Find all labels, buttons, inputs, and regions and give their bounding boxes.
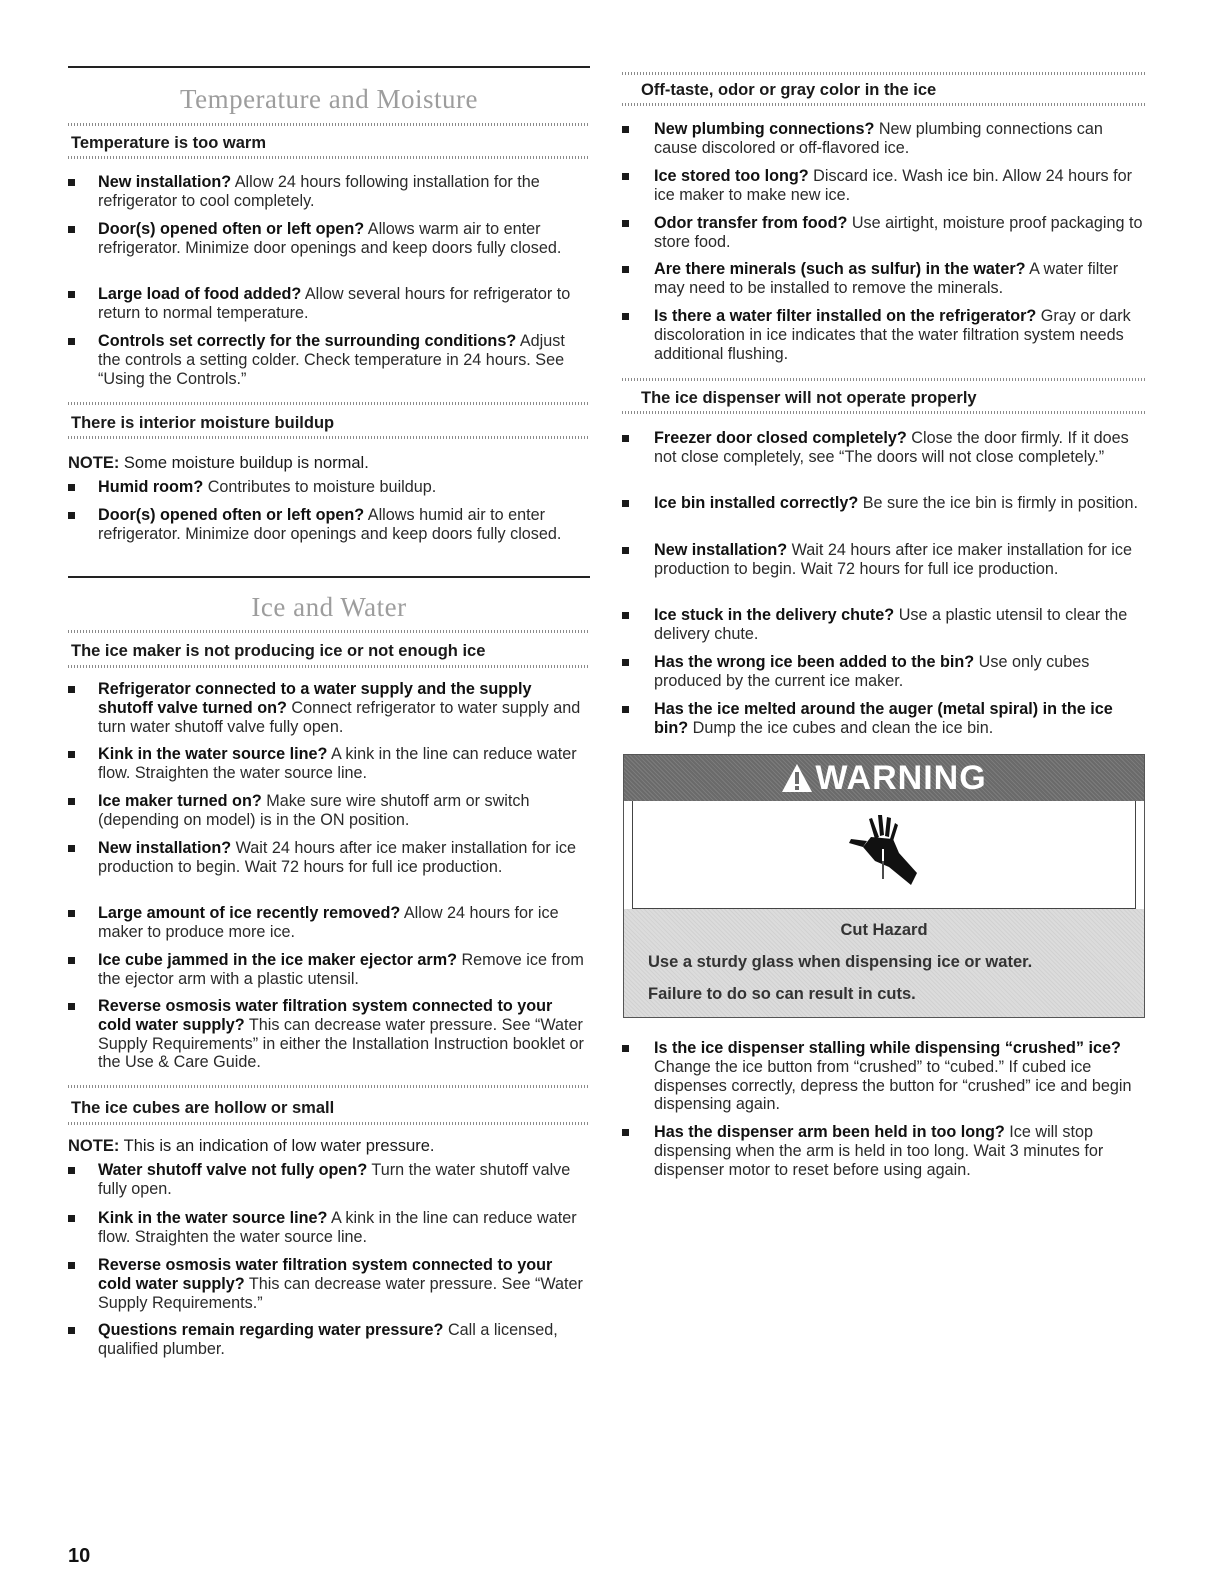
- bullet-icon: [622, 659, 629, 666]
- warning-line: Failure to do so can result in cuts.: [648, 985, 916, 1003]
- bullet-icon: [68, 957, 75, 964]
- bullet-icon: [68, 1003, 75, 1010]
- bullet-icon: [622, 706, 629, 713]
- list-item: Questions remain regarding water pressure? Call a licensed, qualified plumber.: [68, 1321, 590, 1359]
- bullet-icon: [622, 126, 629, 133]
- page-number: 10: [68, 1545, 91, 1567]
- section-rule: [68, 576, 590, 578]
- bullet-icon: [622, 313, 629, 320]
- bullet-icon: [68, 1167, 75, 1174]
- bullet-icon: [68, 1327, 75, 1334]
- warning-banner: [624, 755, 1144, 801]
- subhead-hollow-cubes: The ice cubes are hollow or small: [71, 1099, 335, 1117]
- bullet-icon: [68, 910, 75, 917]
- warning-box: [623, 754, 1145, 1018]
- subhead-too-warm: Temperature is too warm: [71, 134, 266, 152]
- subhead-rule: [68, 665, 590, 668]
- subhead-rule: [68, 1085, 590, 1088]
- subhead-rule: [68, 123, 590, 126]
- list-item: Has the dispenser arm been held in too long? Ice will stop dispensing when the arm is held in too long. Wait 3 minutes for dispenser motor to reset before using again.: [622, 1123, 1146, 1179]
- section-title-temperature: Temperature and Moisture: [179, 84, 478, 114]
- list-item: Kink in the water source line? A kink in the line can reduce water flow. Straighten the water source line.: [68, 745, 590, 783]
- subhead-rule: [68, 156, 590, 159]
- subhead-dispenser: The ice dispenser will not operate properly: [641, 389, 977, 407]
- list-item: Kink in the water source line? A kink in the line can reduce water flow. Straighten the water source line.: [68, 1209, 590, 1247]
- warning-message-area: [624, 909, 1144, 1017]
- subhead-off-taste: Off-taste, odor or gray color in the ice: [641, 81, 937, 99]
- bullet-icon: [622, 1129, 629, 1136]
- list-item: Door(s) opened often or left open? Allows warm air to enter refrigerator. Minimize door openings and keep doors fully closed.: [68, 220, 590, 258]
- bullet-icon: [68, 845, 75, 852]
- list-item: Reverse osmosis water filtration system connected to your cold water supply? This can decrease water pressure. See “Water Supply Requirements” in either the Installation Instruction booklet or the Use & Care Guide.: [68, 997, 590, 1072]
- bullet-icon: [68, 1215, 75, 1222]
- bullet-icon: [68, 512, 75, 519]
- bullet-icon: [68, 338, 75, 345]
- bullet-icon: [68, 1262, 75, 1269]
- bullet-icon: [622, 266, 629, 273]
- list-item: Ice bin installed correctly? Be sure the ice bin is firmly in position.: [622, 494, 1146, 513]
- bullet-icon: [622, 435, 629, 442]
- list-item: Has the ice melted around the auger (metal spiral) in the ice bin? Dump the ice cubes and clean the ice bin.: [622, 700, 1146, 738]
- subhead-rule: [622, 411, 1146, 414]
- bullet-icon: [622, 173, 629, 180]
- bullet-icon: [68, 484, 75, 491]
- subhead-rule: [622, 378, 1146, 381]
- subhead-rule: [68, 402, 590, 405]
- list-item: New installation? Allow 24 hours following installation for the refrigerator to cool completely.: [68, 173, 590, 211]
- bullet-icon: [622, 547, 629, 554]
- list-item: Refrigerator connected to a water supply and the supply shutoff valve turned on? Connect refrigerator to water supply and turn water shutoff valve fully open.: [68, 680, 590, 736]
- warning-triangle-icon: [781, 763, 813, 793]
- list-item: Ice stuck in the delivery chute? Use a plastic utensil to clear the delivery chute.: [622, 606, 1146, 644]
- bullet-icon: [622, 500, 629, 507]
- bullet-icon: [68, 291, 75, 298]
- subhead-rule: [68, 436, 590, 439]
- list-item: Is there a water filter installed on the refrigerator? Gray or dark discoloration in ice indicates that the water filtration system needs additional flushing.: [622, 307, 1146, 363]
- list-item: Controls set correctly for the surrounding conditions? Adjust the controls a setting colder. Check temperature in 24 hours. See “Using the Controls.”: [68, 332, 590, 388]
- bullet-icon: [68, 226, 75, 233]
- subhead-rule: [622, 103, 1146, 106]
- warning-line: Use a sturdy glass when dispensing ice or water.: [648, 953, 1033, 971]
- list-item: Large amount of ice recently removed? Allow 24 hours for ice maker to produce more ice.: [68, 904, 590, 942]
- list-item: Ice maker turned on? Make sure wire shutoff arm or switch (depending on model) is in the ON position.: [68, 792, 590, 830]
- bullet-icon: [68, 798, 75, 805]
- bullet-icon: [68, 686, 75, 693]
- bullet-icon: [68, 179, 75, 186]
- list-item: Ice stored too long? Discard ice. Wash ice bin. Allow 24 hours for ice maker to make new ice.: [622, 167, 1146, 205]
- list-item: New installation? Wait 24 hours after ice maker installation for ice production to begin. Wait 72 hours for full ice production.: [622, 541, 1146, 579]
- list-item: Door(s) opened often or left open? Allows humid air to enter refrigerator. Minimize door openings and keep doors fully closed.: [68, 506, 590, 544]
- bullet-icon: [622, 1045, 629, 1052]
- list-item: Large load of food added? Allow several hours for refrigerator to return to normal temperature.: [68, 285, 590, 323]
- list-item: Has the wrong ice been added to the bin? Use only cubes produced by the current ice maker.: [622, 653, 1146, 691]
- subhead-rule: [68, 1122, 590, 1125]
- list-item: Are there minerals (such as sulfur) in the water? A water filter may need to be installed to remove the minerals.: [622, 260, 1146, 298]
- section-rule: [68, 66, 590, 68]
- bullet-icon: [68, 751, 75, 758]
- list-item: Freezer door closed completely? Close the door firmly. If it does not close completely, see “The doors will not close completely.”: [622, 429, 1146, 467]
- hazard-title: Cut Hazard: [840, 921, 928, 939]
- subhead-rule: [622, 72, 1146, 75]
- hazard-icon-area: [632, 801, 1136, 909]
- subhead-ice-maker: The ice maker is not producing ice or not enough ice: [71, 642, 486, 660]
- list-item: Reverse osmosis water filtration system connected to your cold water supply? This can decrease water pressure. See “Water Supply Requirements.”: [68, 1256, 590, 1312]
- list-item: New installation? Wait 24 hours after ice maker installation for ice production to begin. Wait 72 hours for full ice production.: [68, 839, 590, 877]
- list-item: Ice cube jammed in the ice maker ejector arm? Remove ice from the ejector arm with a plastic utensil.: [68, 951, 590, 989]
- note-text: NOTE: This is an indication of low water pressure.: [68, 1137, 435, 1155]
- list-item: Humid room? Contributes to moisture buildup.: [68, 478, 590, 497]
- warning-word: WARNING: [815, 758, 987, 797]
- section-title-ice-water: Ice and Water: [251, 592, 407, 622]
- bullet-icon: [622, 220, 629, 227]
- list-item: Odor transfer from food? Use airtight, moisture proof packaging to store food.: [622, 214, 1146, 252]
- subhead-rule: [68, 630, 590, 633]
- subhead-moisture: There is interior moisture buildup: [71, 414, 335, 432]
- cut-hand-icon: [845, 813, 925, 893]
- list-item: Water shutoff valve not fully open? Turn the water shutoff valve fully open.: [68, 1161, 590, 1199]
- note-text: NOTE: Some moisture buildup is normal.: [68, 454, 369, 472]
- list-item: New plumbing connections? New plumbing connections can cause discolored or off-flavored ice.: [622, 120, 1146, 158]
- bullet-icon: [622, 612, 629, 619]
- list-item: Is the ice dispenser stalling while dispensing “crushed” ice? Change the ice button from “crushed” to “cubed.” If cubed ice dispenses correctly, depress the button for “crushed” ice and begin dispensing again.: [622, 1039, 1146, 1114]
